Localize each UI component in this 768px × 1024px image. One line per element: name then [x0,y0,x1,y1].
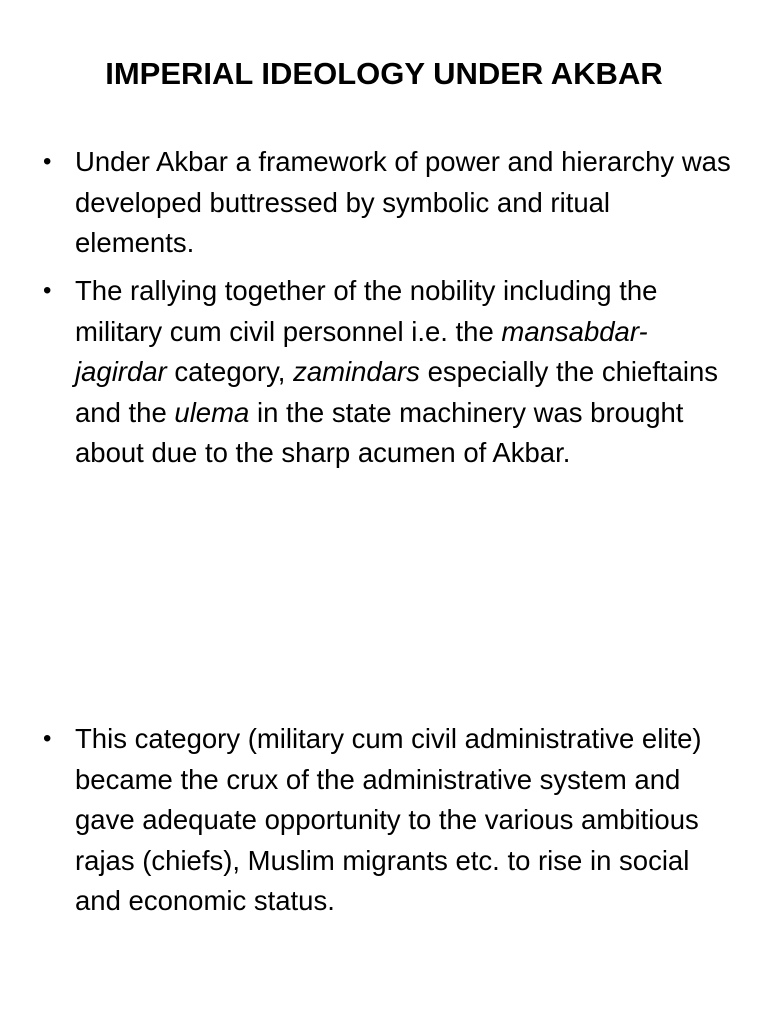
term-ulema: ulema [174,396,250,428]
bullet-dot: • [43,148,52,175]
bullet-text-2-part3: especially the chieftains and the [75,356,719,428]
bullet-text-1: Under Akbar a framework of power and hierarchy was developed buttressed by symbolic and ritual elements. [75,146,731,258]
bullet-text-2-part1: The rallying together of the nobility including the military cum civil personnel i.e. the [75,275,658,347]
bullet-text-2-part4: in the state machinery was brought about due to the sharp acumen of Akbar. [75,396,684,468]
bullet-dot: • [43,725,52,752]
slide-title: IMPERIAL IDEOLOGY UNDER AKBAR [105,56,663,91]
bullet-item-3 [43,719,735,922]
bullet-item-1 [43,142,735,264]
term-zamindars: zamindars [293,356,420,387]
bullet-dot: • [43,277,52,304]
bullet-text-3: This category (military cum civil administrative elite) became the crux of the administrative system and gave adequate opportunity to the various ambitious rajas (chiefs), Muslim migrants etc. to rise in social and economic status. [75,723,702,916]
bullet-text-2-part2: category, [166,356,294,387]
term-mansabdar-jagirdar: mansabdar-jagirdar [75,315,648,387]
bullet-item-2 [43,271,735,474]
